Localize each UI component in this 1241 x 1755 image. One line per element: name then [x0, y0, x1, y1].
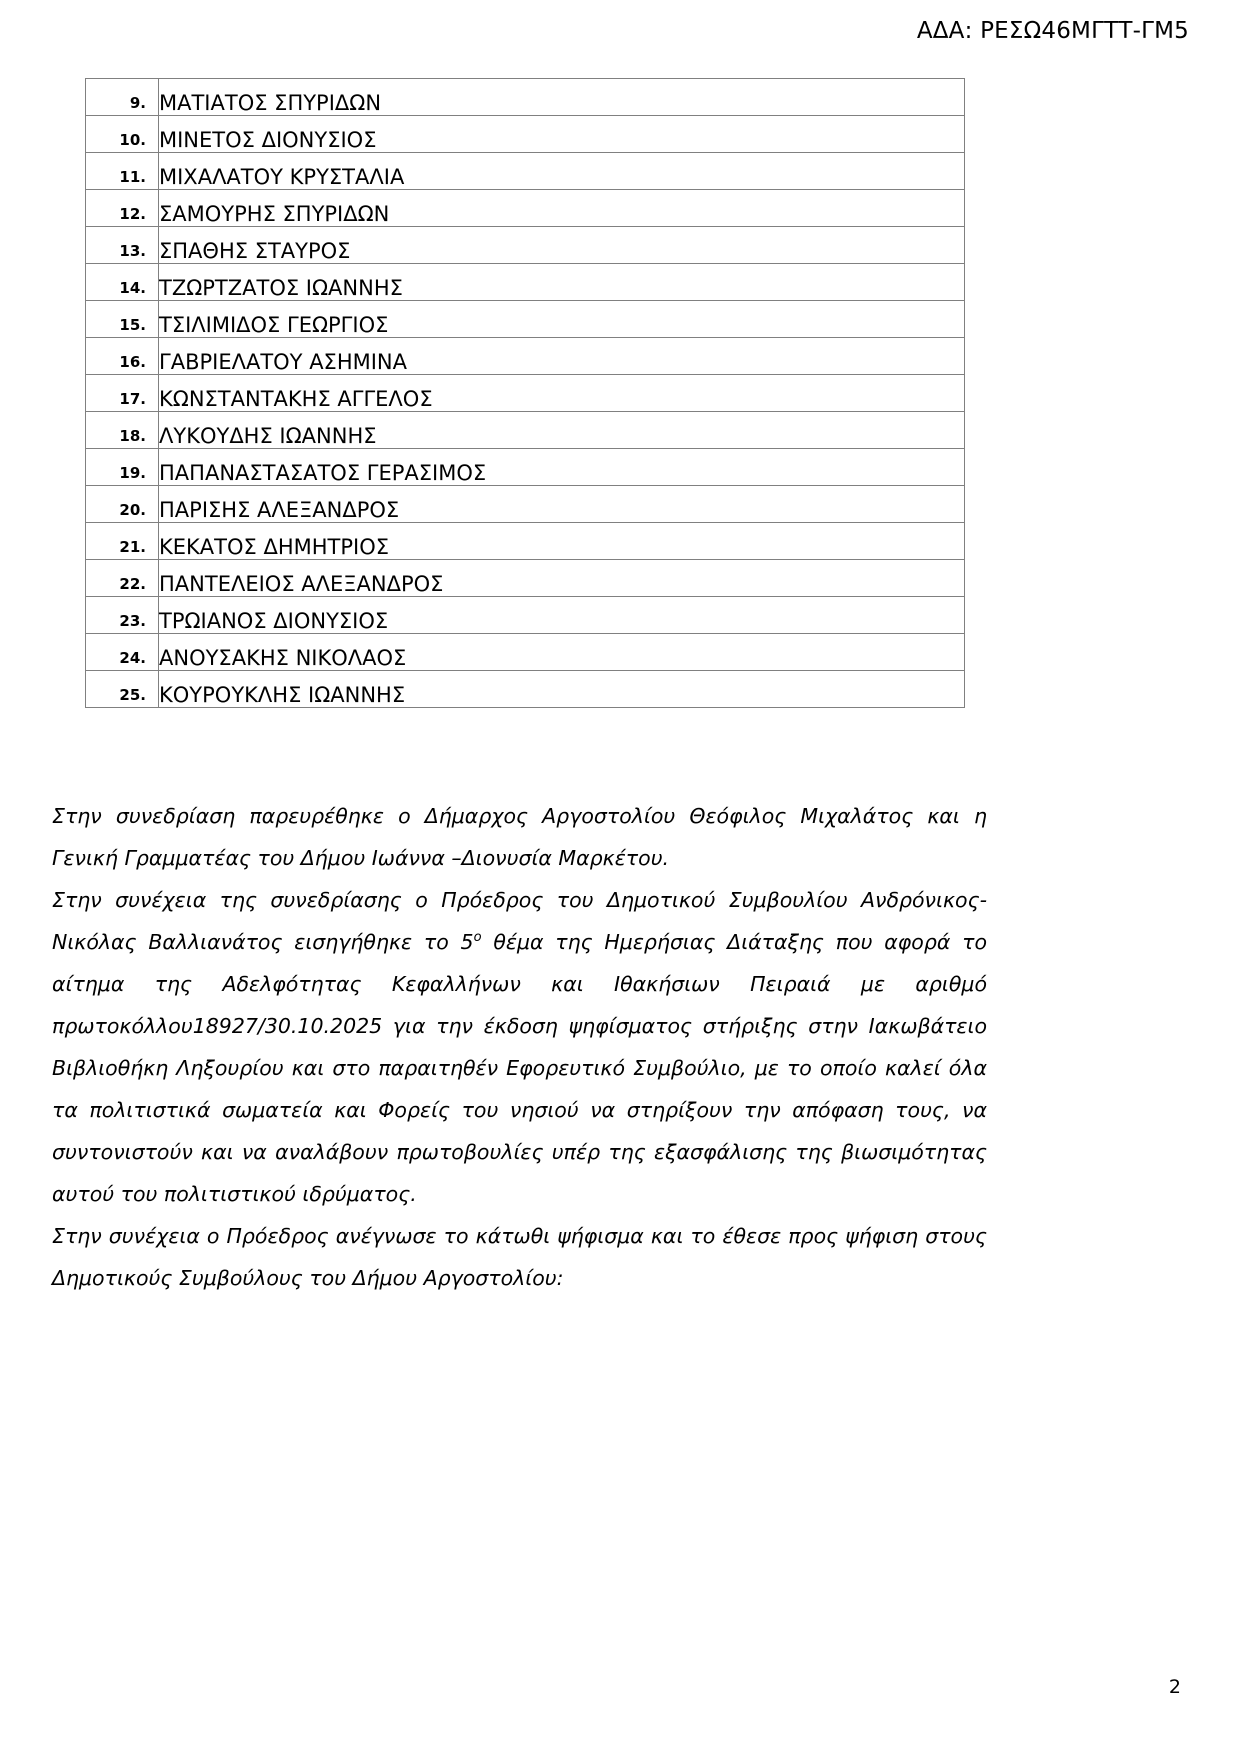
ordinal-superscript: ο [473, 930, 482, 946]
row-number: 24. [119, 648, 146, 667]
member-name: ΚΟΥΡΟΥΚΛΗΣ ΙΩΑΝΝΗΣ [159, 682, 406, 707]
member-name: ΓΑΒΡΙΕΛΑΤΟΥ ΑΣΗΜΙΝΑ [159, 349, 408, 374]
row-number: 16. [119, 352, 146, 371]
member-name-cell [159, 486, 965, 523]
member-name-cell [159, 523, 965, 560]
table-row [86, 227, 965, 264]
row-number: 12. [119, 204, 146, 223]
table-row [86, 301, 965, 338]
member-name: ΣΠΑΘΗΣ ΣΤΑΥΡΟΣ [159, 238, 351, 263]
member-name: ΣΑΜΟΥΡΗΣ ΣΠΥΡΙΔΩΝ [159, 201, 390, 226]
member-name-cell [159, 301, 965, 338]
row-number-cell [86, 153, 159, 190]
table-row [86, 560, 965, 597]
member-name: ΜΙΧΑΛΑΤΟΥ ΚΡΥΣΤΑΛΙΑ [159, 164, 405, 189]
member-name-cell [159, 338, 965, 375]
row-number-cell [86, 227, 159, 264]
member-name-cell [159, 597, 965, 634]
row-number-cell [86, 449, 159, 486]
row-number-cell [86, 412, 159, 449]
row-number: 23. [119, 611, 146, 630]
member-name-cell [159, 449, 965, 486]
member-name: ΚΩΝΣΤΑΝΤΑΚΗΣ ΑΓΓΕΛΟΣ [159, 386, 433, 411]
row-number: 11. [119, 167, 146, 186]
row-number: 20. [119, 500, 146, 519]
table-row [86, 523, 965, 560]
row-number: 15. [119, 315, 146, 334]
row-number: 19. [119, 463, 146, 482]
row-number-cell [86, 338, 159, 375]
table-row [86, 338, 965, 375]
member-name: ΑΝΟΥΣΑΚΗΣ ΝΙΚΟΛΑΟΣ [159, 645, 407, 670]
row-number-cell [86, 190, 159, 227]
table-body [86, 79, 965, 708]
member-name-cell [159, 227, 965, 264]
member-name-cell [159, 412, 965, 449]
agenda-text-part-two: θέμα της Ημερήσιας Διάταξης που αφορά το αίτημα της Αδελφότητας Κεφαλλήνων και Ιθακήσιων Πειραιά με αριθμό πρωτοκόλλου18927/30.10.2025 για την έκδοση ψηφίσματος στήριξης στην Ιακωβάτειο Βιβλιοθήκη Ληξουρίου και στο παραιτηθέν Εφορευτικό Συμβούλιο, με το οποίο καλεί όλα τα πολιτιστικά σωματεία και Φορείς του νησιού να στηρίξουν την απόφαση τους, να συντονιστούν και να αναλάβουν πρωτοβουλίες υπέρ της εξασφάλισης της βιωσιμότητας αυτού του πολιτιστικού ιδρύματος. [52, 930, 988, 1207]
council-members-table [85, 78, 965, 708]
row-number-cell [86, 597, 159, 634]
row-number-cell [86, 634, 159, 671]
table-row [86, 412, 965, 449]
member-name-cell [159, 634, 965, 671]
table-row [86, 449, 965, 486]
table-row [86, 79, 965, 116]
row-number: 18. [119, 426, 146, 445]
table-row [86, 375, 965, 412]
table-row [86, 264, 965, 301]
agenda-text-part-one: Στην συνέχεια της συνεδρίασης ο Πρόεδρος του Δημοτικού Συμβουλίου Ανδρόνικος-Νικόλας Βαλλιανάτος εισηγήθηκε το 5 [52, 888, 987, 955]
table-row [86, 153, 965, 190]
member-name: ΤΖΩΡΤΖΑΤΟΣ ΙΩΑΝΝΗΣ [159, 275, 403, 300]
member-name-cell [159, 264, 965, 301]
paragraph-resolution-reading: Στην συνέχεια ο Πρόεδρος ανέγνωσε το κάτωθι ψήφισμα και το έθεσε προς ψήφιση στους Δημοτικούς Συμβούλους του Δήμου Αργοστολίου: [52, 1224, 987, 1291]
member-name: ΛΥΚΟΥΔΗΣ ΙΩΑΝΝΗΣ [159, 423, 377, 448]
row-number-cell [86, 79, 159, 116]
row-number: 22. [119, 574, 146, 593]
member-name: ΤΡΩΙΑΝΟΣ ΔΙΟΝΥΣΙΟΣ [159, 608, 389, 633]
document-body [52, 795, 987, 1299]
ada-code-header: ΑΔΑ: ΡΕΣΩ46ΜΓΤΤ-ΓΜ5 [916, 18, 1189, 44]
table-row [86, 190, 965, 227]
table-row [86, 634, 965, 671]
member-name: ΠΑΠΑΝΑΣΤΑΣΑΤΟΣ ΓΕΡΑΣΙΜΟΣ [159, 460, 487, 485]
paragraph-attendance: Στην συνεδρίαση παρευρέθηκε ο Δήμαρχος Αργοστολίου Θεόφιλος Μιχαλάτος και η Γενική Γραμματέας του Δήμου Ιωάννα –Διονυσία Μαρκέτου. [52, 804, 987, 871]
row-number-cell [86, 523, 159, 560]
member-name: ΜΑΤΙΑΤΟΣ ΣΠΥΡΙΔΩΝ [159, 90, 382, 115]
paragraph-agenda-item [52, 879, 987, 1215]
member-name: ΤΣΙΛΙΜΙΔΟΣ ΓΕΩΡΓΙΟΣ [159, 312, 389, 337]
row-number: 9. [129, 93, 146, 112]
row-number: 10. [119, 130, 146, 149]
row-number-cell [86, 486, 159, 523]
row-number-cell [86, 671, 159, 708]
member-name-cell [159, 153, 965, 190]
table-row [86, 597, 965, 634]
member-name-cell [159, 116, 965, 153]
row-number-cell [86, 264, 159, 301]
page-number: 2 [1168, 1676, 1181, 1698]
member-name-cell [159, 560, 965, 597]
row-number: 14. [119, 278, 146, 297]
member-name-cell [159, 190, 965, 227]
member-name-cell [159, 375, 965, 412]
table-row [86, 671, 965, 708]
row-number: 17. [119, 389, 146, 408]
member-name: ΜΙΝΕΤΟΣ ΔΙΟΝΥΣΙΟΣ [159, 127, 377, 152]
member-name-cell [159, 671, 965, 708]
row-number-cell [86, 116, 159, 153]
row-number-cell [86, 301, 159, 338]
member-name: ΚΕΚΑΤΟΣ ΔΗΜΗΤΡΙΟΣ [159, 534, 390, 559]
row-number: 25. [119, 685, 146, 704]
table-row [86, 116, 965, 153]
member-name: ΠΑΝΤΕΛΕΙΟΣ ΑΛΕΞΑΝΔΡΟΣ [159, 571, 444, 596]
member-name: ΠΑΡΙΣΗΣ ΑΛΕΞΑΝΔΡΟΣ [159, 497, 400, 522]
row-number-cell [86, 560, 159, 597]
table-row [86, 486, 965, 523]
row-number-cell [86, 375, 159, 412]
member-name-cell [159, 79, 965, 116]
row-number: 13. [119, 241, 146, 260]
row-number: 21. [119, 537, 146, 556]
